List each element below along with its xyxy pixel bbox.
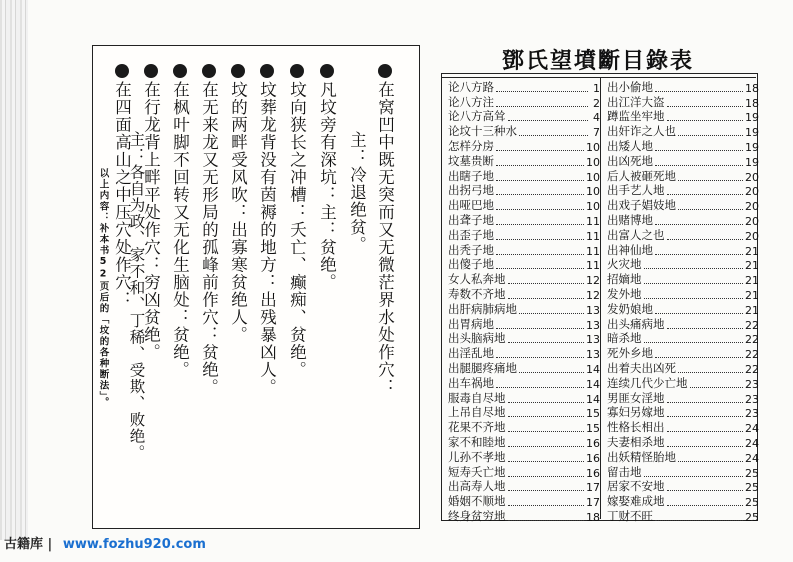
bullet-icon (115, 64, 129, 78)
toc-leader-dots (496, 387, 584, 388)
toc-leader-dots (496, 357, 584, 358)
toc-entry-title: 发外地 (607, 286, 642, 301)
toc-entry-page: 20 (745, 170, 759, 184)
toc-entry-page: 19 (745, 126, 759, 140)
toc-entry-page: 18 (745, 81, 759, 95)
toc-leader-dots (655, 520, 743, 521)
toc-entry-page: 23 (745, 407, 759, 421)
toc-entry (448, 287, 600, 302)
toc-entry-page: 21 (745, 288, 759, 302)
toc-leader-dots (678, 180, 743, 181)
toc-leader-dots (508, 342, 585, 343)
toc-leader-dots (667, 106, 744, 107)
toc-leader-dots (667, 328, 744, 329)
toc-entry-title: 出肝病肺病地 (448, 301, 517, 316)
toc-entry (448, 346, 600, 361)
toc-entry-page: 10 (586, 200, 600, 214)
toc-leader-dots (644, 342, 744, 343)
toc-entry-title: 出车祸地 (448, 375, 494, 390)
toc-entry (448, 272, 600, 287)
toc-entry-page: 11 (586, 229, 600, 243)
toc-leader-dots (508, 283, 585, 284)
toc-entry-page: 23 (745, 392, 759, 406)
bullet-icon (260, 64, 274, 78)
toc-leader-dots (644, 268, 744, 269)
site-url[interactable]: www.fozhu920.com (62, 537, 206, 552)
toc-entry-title: 婚姻不顺地 (448, 494, 506, 509)
toc-leader-dots (496, 328, 584, 329)
toc-entry (448, 376, 600, 391)
toc-entry (607, 406, 759, 421)
site-name: 古籍库 (4, 537, 44, 552)
toc-entry (448, 361, 600, 376)
bullet-icon (173, 64, 187, 78)
toc-entry-title: 出妖精怪胎地 (607, 449, 676, 464)
toc-entry-page: 20 (745, 229, 759, 243)
toc-leader-dots (496, 180, 584, 181)
toc-entry-title: 坟墓贵断 (448, 153, 494, 168)
toc-leader-dots (655, 313, 743, 314)
toc-entry (607, 110, 759, 125)
toc-left-column (448, 80, 600, 524)
toc-entry (607, 95, 759, 110)
toc-entry-page: 20 (745, 200, 759, 214)
bullet-icon (202, 64, 216, 78)
toc-entry-page: 18 (745, 96, 759, 110)
toc-entry-title: 蹲监坐牢地 (607, 109, 665, 124)
toc-entry-page: 15 (586, 422, 600, 436)
toc-column-divider (600, 77, 601, 519)
toc-leader-dots (678, 461, 743, 462)
toc-leader-dots (667, 446, 744, 447)
toc-entry (607, 198, 759, 213)
toc-entry (607, 213, 759, 228)
toc-entry (607, 391, 759, 406)
toc-entry (448, 509, 600, 524)
toc-entry-title: 花果不齐地 (448, 420, 506, 435)
toc-entry-title: 出凶死地 (607, 153, 653, 168)
toc-entry (607, 465, 759, 480)
toc-entry-page: 22 (745, 362, 759, 376)
toc-entry-title: 连续几代少亡地 (607, 375, 688, 390)
toc-entry-title: 夫妻相杀地 (607, 434, 665, 449)
toc-entry-page: 15 (586, 407, 600, 421)
text-column-5: 坟葬龙背没有茵褥的地方：出残暴凶人。 (258, 64, 275, 396)
toc-entry-page: 11 (586, 259, 600, 273)
toc-entry-title: 暗杀地 (607, 331, 642, 346)
toc-entry-title: 服毒自尽地 (448, 390, 506, 405)
toc-entry (448, 435, 600, 450)
toc-leader-dots (519, 372, 584, 373)
toc-entry-title: 论八方注 (448, 94, 494, 109)
toc-entry (607, 480, 759, 495)
toc-leader-dots (667, 505, 744, 506)
toc-entry-page: 10 (586, 140, 600, 154)
toc-entry-page: 11 (586, 244, 600, 258)
toc-leader-dots (655, 150, 743, 151)
toc-entry-page: 10 (586, 155, 600, 169)
toc-entry-page: 17 (586, 496, 600, 510)
toc-entry-title: 出戏子娼妓地 (607, 198, 676, 213)
text-column-1: 在窝凹中既无突而又无微茫界水处作穴： (376, 64, 393, 396)
supplement-note: 以上内容：补本书52页后的「坟的各种断法」。 (97, 168, 109, 409)
toc-entry-title: 丁财不旺 (607, 508, 653, 523)
bullet-icon (231, 64, 245, 78)
toc-entry-page: 10 (586, 170, 600, 184)
toc-entry-page: 24 (745, 451, 759, 465)
toc-entry-title: 出歪子地 (448, 227, 494, 242)
toc-entry (448, 391, 600, 406)
toc-entry (607, 317, 759, 332)
toc-entry-page: 18 (586, 510, 600, 524)
toc-entry-page: 21 (745, 303, 759, 317)
toc-leader-dots (644, 283, 744, 284)
toc-entry-page: 25 (745, 466, 759, 480)
toc-leader-dots (508, 461, 585, 462)
toc-entry (607, 420, 759, 435)
toc-entry-page: 11 (586, 214, 600, 228)
toc-entry-page: 2 (593, 96, 600, 110)
toc-leader-dots (690, 387, 744, 388)
toc-entry-page: 13 (586, 318, 600, 332)
toc-entry-page: 16 (586, 451, 600, 465)
toc-entry-title: 出秃子地 (448, 242, 494, 257)
toc-entry-title: 出淫乱地 (448, 346, 494, 361)
toc-entry (607, 302, 759, 317)
toc-leader-dots (508, 490, 585, 491)
toc-entry-page: 22 (745, 348, 759, 362)
toc-entry (607, 450, 759, 465)
toc-leader-dots (508, 446, 585, 447)
toc-entry (448, 258, 600, 273)
toc-entry-title: 出哑巴地 (448, 198, 494, 213)
toc-entry (448, 95, 600, 110)
toc-entry-page: 1 (593, 81, 600, 95)
toc-entry (607, 272, 759, 287)
toc-entry (607, 184, 759, 199)
toc-entry-page: 19 (745, 155, 759, 169)
text-column-9: 在行龙背上畔平处作穴：穷凶贫绝。 (142, 64, 159, 361)
toc-entry-page: 21 (745, 244, 759, 258)
toc-entry-page: 25 (745, 496, 759, 510)
toc-leader-dots (496, 268, 584, 269)
toc-entry-title: 儿孙不孝地 (448, 449, 506, 464)
toc-leader-dots (678, 135, 743, 136)
toc-leader-dots (667, 416, 744, 417)
toc-entry (448, 480, 600, 495)
text-column-10: 在四面高山之中压穴处作穴： (113, 64, 130, 309)
toc-leader-dots (496, 209, 584, 210)
toc-leader-dots (496, 224, 584, 225)
toc-leader-dots (496, 106, 588, 107)
toc-leader-dots (644, 298, 744, 299)
toc-entry-page: 19 (745, 111, 759, 125)
toc-entry-page: 7 (593, 126, 600, 140)
toc-entry-page: 13 (586, 303, 600, 317)
toc-entry-title: 出高寿人地 (448, 479, 506, 494)
toc-entry-title: 出胃病地 (448, 316, 494, 331)
toc-entry (607, 228, 759, 243)
toc-entry-title: 短寿夭亡地 (448, 464, 506, 479)
toc-entry (448, 406, 600, 421)
toc-entry-title: 出拐弓地 (448, 183, 494, 198)
toc-entry (448, 228, 600, 243)
toc-leader-dots (508, 416, 585, 417)
toc-entry-page: 13 (586, 333, 600, 347)
toc-entry-title: 出傻子地 (448, 257, 494, 272)
toc-leader-dots (508, 120, 589, 121)
toc-entry-page: 24 (745, 422, 759, 436)
toc-leader-dots (644, 476, 744, 477)
toc-entry-page: 14 (586, 377, 600, 391)
toc-entry-page: 19 (745, 140, 759, 154)
toc-entry (607, 509, 759, 524)
toc-entry-title: 男匪女淫地 (607, 390, 665, 405)
toc-entry (448, 184, 600, 199)
toc-entry-title: 上吊自尽地 (448, 405, 506, 420)
toc-entry (448, 243, 600, 258)
toc-entry-page: 10 (586, 185, 600, 199)
toc-entry-page: 25 (745, 510, 759, 524)
toc-entry (607, 258, 759, 273)
toc-entry-title: 出头脑病地 (448, 331, 506, 346)
toc-entry-title: 论八方高耸 (448, 109, 506, 124)
text-column-3: 凡坟旁有深坑：主：贫绝。 (318, 64, 335, 291)
toc-entry-title: 出腿腿疼痛地 (448, 360, 517, 375)
footer-watermark (0, 535, 206, 555)
toc-entry-title: 出着夫出凶死 (607, 360, 676, 375)
toc-entry (607, 435, 759, 450)
toc-entry (448, 110, 600, 125)
toc-leader-dots (678, 209, 743, 210)
toc-entry (448, 420, 600, 435)
toc-entry-title: 后人被砸死地 (607, 168, 676, 183)
bullet-icon (378, 64, 392, 78)
toc-entry-title: 终身贫穷地 (448, 508, 506, 523)
toc-entry (607, 139, 759, 154)
toc-entry-page: 21 (745, 259, 759, 273)
toc-entry-page: 20 (745, 185, 759, 199)
toc-leader-dots (508, 402, 585, 403)
toc-leader-dots (667, 490, 744, 491)
toc-entry-title: 出富人之也 (607, 227, 665, 242)
toc-entry (607, 80, 759, 95)
toc-entry-page: 25 (745, 481, 759, 495)
bullet-icon (290, 64, 304, 78)
toc-entry-page: 17 (586, 481, 600, 495)
toc-leader-dots (655, 91, 743, 92)
toc-entry-page: 23 (745, 377, 759, 391)
toc-leader-dots (655, 254, 743, 255)
toc-entry (448, 80, 600, 95)
toc-entry-title: 出瞎子地 (448, 168, 494, 183)
toc-leader-dots (655, 224, 743, 225)
toc-right-column (607, 80, 759, 524)
toc-entry-title: 寡妇另嫁地 (607, 405, 665, 420)
page-binding-edge (0, 0, 28, 540)
toc-leader-dots (496, 91, 588, 92)
toc-entry-page: 16 (586, 436, 600, 450)
toc-entry (607, 287, 759, 302)
toc-entry-page: 20 (745, 214, 759, 228)
toc-entry-title: 怎样分房 (448, 138, 494, 153)
toc-leader-dots (508, 520, 585, 521)
toc-entry (448, 494, 600, 509)
toc-entry-title: 出头痛病地 (607, 316, 665, 331)
toc-entry (448, 139, 600, 154)
text-column-8: 在枫叶脚不回转又无化生脑处：贫绝。 (171, 64, 188, 379)
toc-entry-title: 招嫡地 (607, 272, 642, 287)
toc-entry-title: 出神仙地 (607, 242, 653, 257)
toc-entry (448, 124, 600, 139)
text-column-2: 主：冷退绝贫。 (347, 131, 367, 254)
toc-entry-page: 14 (586, 362, 600, 376)
toc-leader-dots (667, 239, 744, 240)
toc-entry-page: 21 (745, 274, 759, 288)
toc-entry-title: 发奶娘地 (607, 301, 653, 316)
toc-leader-dots (496, 239, 584, 240)
toc-leader-dots (655, 165, 743, 166)
toc-entry-title: 死外乡地 (607, 346, 653, 361)
toc-entry (448, 465, 600, 480)
text-column-6: 坟的两畔受风吹：出寡寒贫绝人。 (229, 64, 246, 344)
toc-leader-dots (496, 150, 584, 151)
toc-entry (448, 317, 600, 332)
toc-entry-title: 出矮人地 (607, 138, 653, 153)
toc-entry-title: 出奸诈之人也 (607, 124, 676, 139)
toc-entry-title: 寿数不齐地 (448, 286, 506, 301)
toc-entry-title: 居家不安地 (607, 479, 665, 494)
text-column-11: 主：各自为政、家不和、丁稀、受欺、败绝。 (127, 131, 146, 461)
toc-entry-page: 13 (586, 348, 600, 362)
toc-entry-title: 出聋子地 (448, 212, 494, 227)
toc-entry (448, 169, 600, 184)
toc-entry-title: 出小偷地 (607, 79, 653, 94)
toc-leader-dots (655, 357, 743, 358)
toc-entry-title: 女人私奔地 (448, 272, 506, 287)
toc-entry-page: 14 (586, 392, 600, 406)
toc-leader-dots (508, 431, 585, 432)
toc-entry (448, 154, 600, 169)
toc-entry-title: 留击地 (607, 464, 642, 479)
toc-leader-dots (667, 402, 744, 403)
toc-entry-title: 家不和睦地 (448, 434, 506, 449)
bullet-icon (144, 64, 158, 78)
toc-entry-page: 12 (586, 274, 600, 288)
toc-leader-dots (519, 135, 588, 136)
toc-entry (448, 332, 600, 347)
bullet-icon (320, 64, 334, 78)
toc-leader-dots (496, 254, 584, 255)
toc-entry-page: 22 (745, 333, 759, 347)
toc-entry (448, 213, 600, 228)
toc-entry-title: 嫁娶难成地 (607, 494, 665, 509)
toc-leader-dots (496, 194, 584, 195)
toc-entry (607, 332, 759, 347)
footer-separator: | (47, 537, 53, 552)
toc-leader-dots (508, 476, 585, 477)
toc-entry (607, 346, 759, 361)
toc-entry (607, 494, 759, 509)
toc-entry-title: 性格长相出 (607, 420, 665, 435)
toc-title: 鄧氏望墳斷目錄表 (501, 49, 694, 74)
toc-entry (607, 169, 759, 184)
toc-entry-page: 16 (586, 466, 600, 480)
toc-entry-title: 出赌博地 (607, 212, 653, 227)
toc-entry (607, 124, 759, 139)
toc-entry-title: 出江洋大盗 (607, 94, 665, 109)
toc-entry (607, 376, 759, 391)
toc-entry-title: 火灾地 (607, 257, 642, 272)
toc-leader-dots (496, 165, 584, 166)
text-column-7: 在无来龙又无形局的孤峰前作穴：贫绝。 (200, 64, 217, 396)
toc-entry (607, 154, 759, 169)
toc-leader-dots (508, 505, 585, 506)
toc-entry (607, 361, 759, 376)
toc-entry (448, 302, 600, 317)
toc-entry-page: 12 (586, 288, 600, 302)
toc-entry-page: 24 (745, 436, 759, 450)
toc-leader-dots (678, 372, 743, 373)
toc-leader-dots (508, 298, 585, 299)
toc-entry-page: 4 (593, 111, 600, 125)
toc-leader-dots (667, 194, 744, 195)
toc-entry (448, 198, 600, 213)
toc-entry-title: 论八方路 (448, 79, 494, 94)
toc-leader-dots (667, 120, 744, 121)
toc-entry-page: 22 (745, 318, 759, 332)
toc-entry (607, 243, 759, 258)
toc-entry (448, 450, 600, 465)
toc-leader-dots (667, 431, 744, 432)
text-column-4: 坟向狭长之冲槽：夭亡、癫痴、贫绝。 (288, 64, 305, 379)
toc-entry-title: 论坟十三种水 (448, 124, 517, 139)
toc-entry-title: 出手艺人地 (607, 183, 665, 198)
toc-leader-dots (519, 313, 584, 314)
